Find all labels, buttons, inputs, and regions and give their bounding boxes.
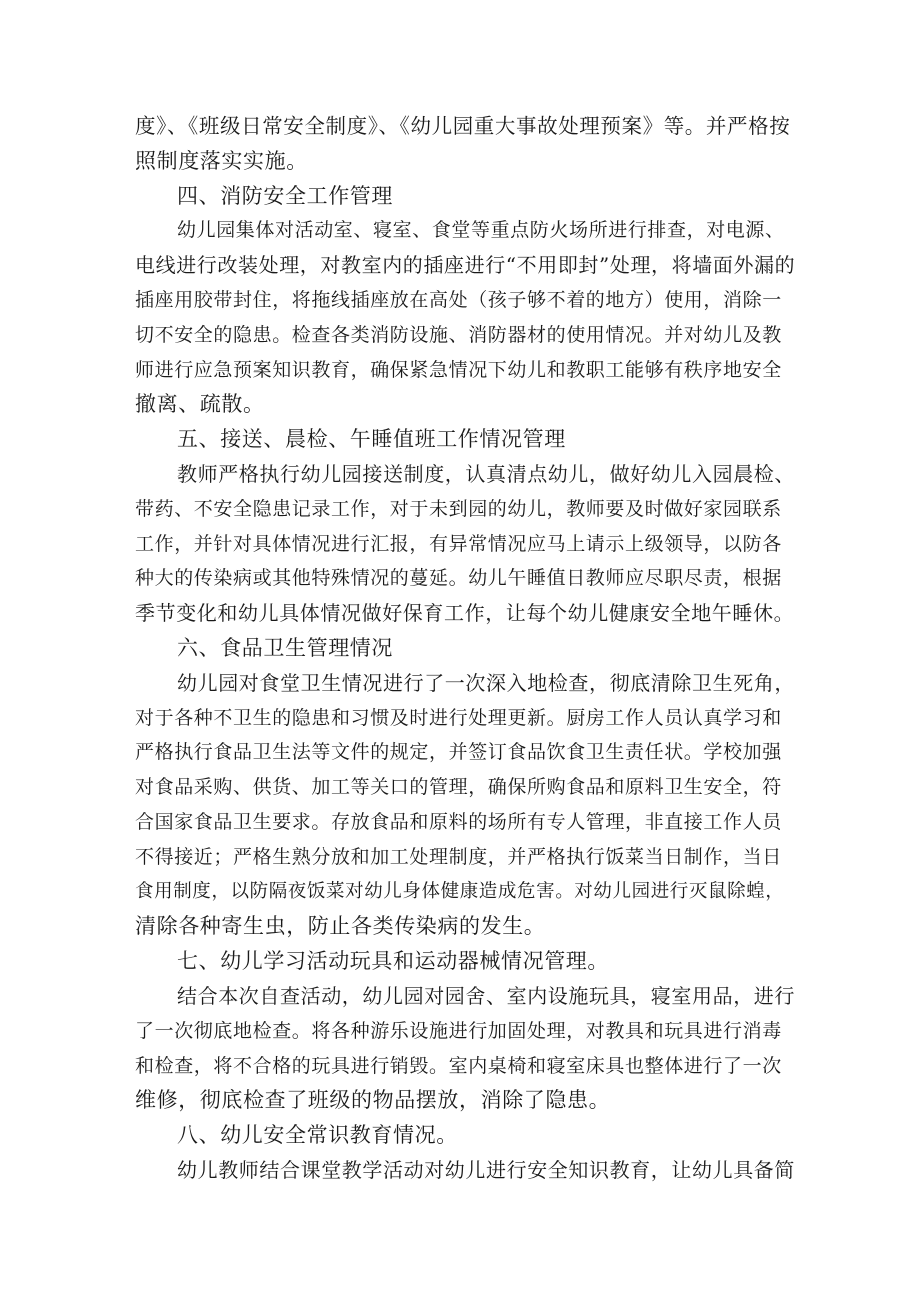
text-line: 季节变化和幼儿具体情况做好保育工作，让每个幼儿健康安全地午睡休。 — [135, 601, 795, 626]
text-line: 结合本次自查活动，幼儿园对园舍、室内设施玩具，寝室用品，进行 — [177, 983, 795, 1008]
text-line: 四、消防安全工作管理 — [177, 183, 393, 208]
text-line: 度》、《班级日常安全制度》、《幼儿园重大事故处理预案》等。并严格按 — [135, 114, 791, 138]
text-line: 不得接近；严格生熟分放和加工处理制度，并严格执行饭菜当日制作，当日 — [135, 845, 782, 868]
text-line: 教师严格执行幼儿园接送制度，认真清点幼儿，做好幼儿入园晨检、 — [177, 461, 795, 486]
text-line: 八、幼儿安全常识教育情况。 — [177, 1123, 458, 1148]
text-line: 照制度落实实施。 — [135, 148, 308, 173]
text-line: 六、食品卫生管理情况 — [177, 635, 393, 660]
text-line: 幼儿园集体对活动室、寝室、食堂等重点防火场所进行排查，对电源、 — [177, 219, 785, 242]
text-line: 撤离、疏散。 — [135, 392, 265, 417]
text-line: 维修，彻底检查了班级的物品摆放，消除了隐患。 — [135, 1088, 611, 1113]
text-line: 对食品采购、供货、加工等关口的管理，确保所购食品和原料卫生安全，符 — [135, 776, 782, 799]
text-line: 和检查，将不合格的玩具进行销毁。室内桌椅和寝室床具也整体进行了一次 — [135, 1054, 782, 1077]
text-line: 幼儿教师结合课堂教学活动对幼儿进行安全知识教育，让幼儿具备简 — [177, 1157, 795, 1182]
text-line: 工作，并针对具体情况进行汇报，有异常情况应马上请示上级领导，以防各 — [135, 532, 782, 555]
text-line: 幼儿园对食堂卫生情况进行了一次深入地检查，彻底清除卫生死角， — [177, 670, 795, 695]
text-line: 五、接送、晨检、午睡值班工作情况管理 — [177, 427, 566, 452]
text-line: 师进行应急预案知识教育，确保紧急情况下幼儿和教职工能够有秩序地安全 — [135, 358, 782, 381]
text-line: 对于各种不卫生的隐患和习惯及时进行处理更新。厨房工作人员认真学习和 — [135, 706, 782, 729]
text-line: 插座用胶带封住，将拖线插座放在高处（孩子够不着的地方）使用，消除一 — [135, 288, 782, 311]
text-line: 七、幼儿学习活动玩具和运动器械情况管理。 — [177, 949, 609, 974]
text-line: 合国家食品卫生要求。存放食品和原料的场所有专人管理，非直接工作人员 — [135, 810, 782, 833]
text-line: 了一次彻底地检查。将各种游乐设施进行加固处理，对教具和玩具进行消毒 — [135, 1019, 782, 1042]
text-line: 切不安全的隐患。检查各类消防设施、消防器材的使用情况。并对幼儿及教 — [135, 323, 782, 346]
text-line: 清除各种寄生虫，防止各类传染病的发生。 — [135, 914, 546, 939]
text-line: 电线进行改装处理，对教室内的插座进行“不用即封”处理，将墙面外漏的 — [135, 253, 796, 278]
text-line: 严格执行食品卫生法等文件的规定，并签订食品饮食卫生责任状。学校加强 — [135, 741, 782, 764]
document-body — [135, 109, 795, 1188]
text-line: 带药、不安全隐患记录工作，对于未到园的幼儿，教师要及时做好家园联系 — [135, 497, 782, 520]
text-line: 种大的传染病或其他特殊情况的蔓延。幼儿午睡值日教师应尽职尽责，根据 — [135, 567, 782, 590]
text-line: 食用制度，以防隔夜饭菜对幼儿身体健康造成危害。对幼儿园进行灭鼠除蝗， — [135, 880, 785, 902]
